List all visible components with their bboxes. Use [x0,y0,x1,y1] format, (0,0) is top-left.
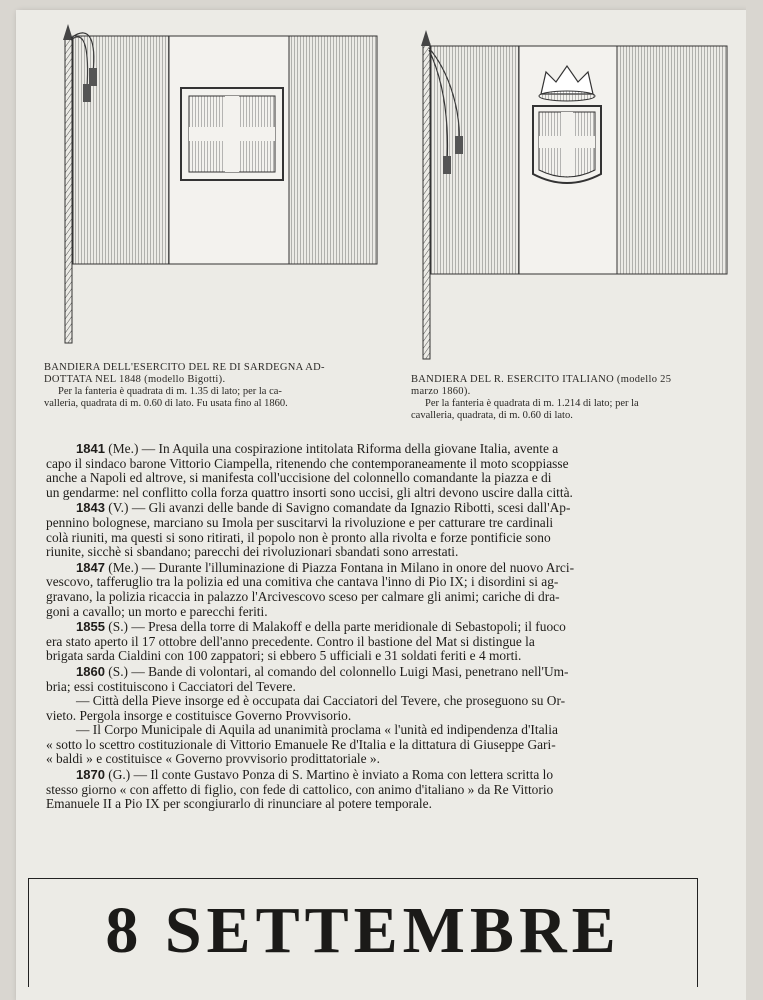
entry-1870 [46,768,736,812]
entry-line: stesso giorno « con affetto di figlio, con fede di cattolico, con animo d'italiano » da Re Vittorio [46,781,554,797]
entry-line: Durante l'illuminazione di Piazza Fontana in Milano in onore del nuovo Arci- [158,559,575,575]
entry-year: 1870 [76,767,105,783]
entry-line: — Città della Pieve insorge ed è occupata dai Cacciatori del Tevere, che proseguono su Or- [76,693,566,709]
caption-body-line: Per la fanteria è quadrata di m. 1.35 di lato; per la ca- [58,386,282,397]
entry-source: (S.) — [108,663,149,679]
entry-1841 [46,442,736,500]
entry-line: « baldi » e costituisce « Governo provvisorio prodittatoriale ». [46,751,380,767]
caption-body-line: cavalleria, quadrata, di m. 0.60 di lato. [411,410,573,421]
entry-source: (V.) — [108,500,149,516]
entry-source: (Me.) — [108,559,159,575]
entry-year: 1843 [76,500,105,516]
entry-line: brigata sarda Cialdini con 100 zappatori; si ebbero 5 ufficiali e 31 soldati feriti e 4 morti. [46,648,522,664]
caption-body-line: valleria, quadrata di m. 0.60 di lato. Fu usata fino al 1860. [44,398,288,409]
caption-title-line: DOTTATA NEL 1848 (modello Bigotti). [44,374,226,385]
entry-line: un gendarme: nel conflitto colla forza quattro insorti sono uccisi, gli altri devono uscire dalla città. [46,484,573,500]
entry-year: 1855 [76,619,105,635]
flag-italy-illustration [401,24,731,364]
caption-title-line: marzo 1860). [411,386,471,397]
page-edge-shadow [746,0,763,1000]
date-header-box [28,878,698,987]
entry-1860 [46,665,736,767]
entry-line: « sotto lo scettro costituzionale di Vittorio Emanuele Re d'Italia e la dittatura di Giuseppe Gari- [46,736,556,752]
flag-sardinia-figure [51,18,381,348]
entry-line: pennino bolognese, marciano su Imola per suscitarvi la rivoluzione e per catturare tre cardinali [46,514,554,530]
date-header-title: 8 SETTEMBRE [105,894,621,967]
caption-title-line: BANDIERA DELL'ESERCITO DEL RE DI SARDEGNA AD- [44,362,325,373]
flag-italy-caption [411,374,741,422]
entry-source: (Me.) — [108,441,159,456]
entry-line: bria; essi costituiscono i Cacciatori del Tevere. [46,678,296,694]
chronology-entries [46,442,736,813]
entry-line: vieto. Pergola insorge e costituisce Governo Provvisorio. [46,707,352,723]
book-page [16,10,746,1000]
entry-1847 [46,561,736,619]
entry-line: anche a Napoli ed altrove, si manifesta coll'uccisione del colonnello comandante la piazza e di [46,470,552,486]
flag-italy-figure [401,24,731,364]
entry-line: riunite, sicchè si sbandano; parecchi dei rivoluzionari sbandati sono arrestati. [46,544,459,560]
flag-sardinia-caption [44,362,384,410]
entry-line: colà riuniti, ma questi si sono ritirati, il popolo non è pronto alla rivolta e forze pontificie sono [46,529,551,545]
entry-1855 [46,620,736,664]
entry-line: Presa della torre di Malakoff e della parte meridionale di Sebastopoli; il fuoco [148,619,566,635]
entry-line: goni a cavallo; un morto e parecchi feriti. [46,603,268,619]
entry-line: Emanuele II a Pio IX per scongiurarlo di rinunciare al potere temporale. [46,796,432,812]
entry-line: Bande di volontari, al comando del colonnello Luigi Masi, penetrano nell'Um- [148,663,569,679]
flag-sardinia-illustration [51,18,381,348]
entry-year: 1847 [76,559,105,575]
entry-line: In Aquila una cospirazione intitolata Riforma della giovane Italia, avente a [158,441,559,456]
entry-line: — Il Corpo Municipale di Aquila ad unanimità proclama « l'unità ed indipendenza d'Italia [76,722,558,738]
entry-line: era stato aperto il 17 ottobre dell'anno precedente. Contro il bastione del Mat si distingue la [46,633,535,649]
entry-year: 1860 [76,663,105,679]
caption-body-line: Per la fanteria è quadrata di m. 1.214 di lato; per la [425,398,639,409]
entry-1843 [46,501,736,559]
entry-line: capo il sindaco barone Vittorio Ciampella, ritenendo che contemporaneamente il moto scoppiasse [46,455,569,471]
entry-line: Gli avanzi delle bande di Savigno comandate da Ignazio Ribotti, scesi dall'Ap- [148,500,571,516]
entry-line: Il conte Gustavo Ponza di S. Martino è inviato a Roma con lettera scritta lo [150,767,554,783]
entry-source: (G.) — [108,767,151,783]
entry-source: (S.) — [108,619,149,635]
entry-line: gravano, la polizia ricaccia in palazzo l'Arcivescovo sceso per calmare gli animi; cariche di dra- [46,588,560,604]
entry-line: vescovo, tafferuglio tra la polizia ed una comitiva che cantava l'inno di Pio IX; i disordini si ag- [46,574,559,590]
entry-year: 1841 [76,441,105,456]
caption-title-line: BANDIERA DEL R. ESERCITO ITALIANO (modello 25 [411,374,672,385]
